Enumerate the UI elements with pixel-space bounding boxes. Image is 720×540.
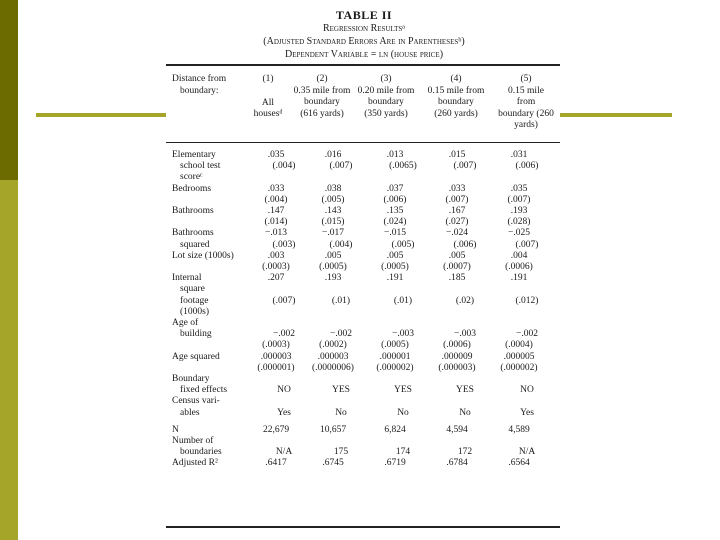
table-cell: (.005) (321, 194, 345, 205)
row-label: boundaries (180, 447, 222, 458)
table-cell: .6417 (265, 458, 287, 469)
table-cell: .147 (267, 206, 285, 217)
table-cell: .035 (510, 183, 528, 194)
table-cell: (.028) (507, 217, 531, 228)
table-cell (426, 436, 488, 447)
table-cell (258, 307, 310, 318)
table-cell: 6,824 (384, 424, 406, 435)
table-cell: (.007) (507, 194, 531, 205)
table-row (166, 150, 560, 161)
table-cell (426, 318, 488, 329)
table-cell (302, 374, 364, 385)
table-cell: YES (332, 385, 350, 396)
column-header-number: (5) (520, 74, 532, 84)
table-cell: .000001 (379, 351, 411, 362)
table-row (166, 458, 560, 469)
table-cell: (.000002) (376, 362, 414, 373)
table-cell: −.013 (265, 228, 287, 239)
table-cell: NO (520, 385, 534, 396)
table-cell: 22,679 (262, 424, 290, 435)
table-row (166, 251, 560, 262)
table-cell: (.0004) (505, 340, 533, 351)
table-cell: (.007) (445, 194, 469, 205)
row-label: square (180, 284, 205, 295)
table-cell (372, 307, 434, 318)
table-cell (426, 396, 488, 407)
row-label: Bedrooms (172, 183, 212, 194)
table-cell: −.015 (384, 228, 406, 239)
table-row (166, 228, 560, 239)
table-cell: −.003 (392, 329, 414, 340)
table-row (166, 408, 560, 419)
row-label: school test (180, 161, 221, 172)
column-header-line: (260 yards) (434, 108, 478, 119)
table-cell: .037 (386, 183, 404, 194)
table-cell (258, 284, 310, 295)
table-cell: .193 (510, 206, 528, 217)
table-cell: −.017 (322, 228, 344, 239)
header-row-label (172, 74, 226, 97)
table-cell: (.0002) (319, 340, 347, 351)
table-cell: (.007) (272, 295, 296, 306)
table-cell: .013 (386, 150, 404, 160)
table-cell: .016 (324, 150, 342, 160)
table-cell (488, 436, 550, 447)
table-cell (372, 172, 434, 183)
table-cell: .185 (448, 273, 466, 284)
column-header-2 (288, 74, 356, 120)
table-cell (310, 284, 372, 295)
row-label: Bathrooms (172, 206, 214, 217)
header-row-label-line-1: Distance from (172, 74, 227, 84)
table-cell: 174 (395, 447, 411, 458)
table-cell: (.0005) (381, 262, 409, 273)
row-label: Age squared (172, 351, 220, 362)
sidebar-light-stripe (0, 180, 18, 540)
table-cell (434, 172, 496, 183)
table-rule-bottom (166, 526, 560, 528)
row-label: Bathrooms (172, 228, 214, 239)
column-header-line: boundary (438, 97, 474, 107)
table-cell: (.0005) (319, 262, 347, 273)
table-cell (426, 374, 488, 385)
table-cell: .015 (448, 150, 466, 160)
column-header-line: housesᵈ (253, 109, 283, 119)
column-header-line: 0.35 mile from (293, 85, 351, 96)
table-cell (250, 436, 302, 447)
table-cell: (.006) (383, 194, 407, 205)
table-cell: (.005) (391, 239, 415, 250)
row-label: Lot size (1000s) (172, 250, 234, 261)
table-cell (250, 374, 302, 385)
table-cell: 4,594 (446, 424, 468, 435)
column-header-line: 0.20 mile from (357, 85, 415, 96)
table-cell: (.007) (329, 161, 353, 172)
table-cell: (.000003) (438, 362, 476, 373)
table-row (166, 284, 560, 295)
table-cell: Yes (520, 407, 534, 418)
table-cell: (.006) (515, 161, 539, 172)
column-header-4 (422, 74, 490, 120)
table-cell: −.025 (508, 228, 530, 239)
table-cell: .207 (267, 273, 285, 284)
row-label: Age of (172, 318, 199, 329)
table-cell: −.024 (446, 228, 468, 239)
table-cell: 10,657 (319, 424, 347, 435)
table-cell: .000009 (441, 351, 473, 362)
table-row (166, 352, 560, 363)
table-title-block (168, 8, 560, 61)
table-cell: (.004) (272, 161, 296, 172)
table-row (166, 329, 560, 340)
table-title: TABLE II (335, 8, 393, 22)
table-cell: (.003) (272, 239, 296, 250)
table-cell: .135 (386, 206, 404, 217)
table-rule-header (166, 142, 560, 143)
table-cell: .035 (267, 150, 285, 160)
table-cell: .6564 (508, 458, 530, 469)
table-cell: .033 (448, 183, 466, 194)
row-label: building (180, 329, 212, 340)
table-cell: (.0000006) (312, 362, 354, 373)
row-label (166, 217, 250, 228)
column-header-number: (1) (262, 74, 274, 84)
table-cell: .005 (448, 250, 466, 261)
row-label: ables (180, 407, 200, 418)
table-row (166, 374, 560, 385)
table-cell: YES (456, 385, 474, 396)
table-cell: .038 (324, 183, 342, 194)
table-subtitle-2: (Adjusted Standard Errors Are in Parenthesesᵇ) (263, 36, 465, 47)
row-label: Census vari- (172, 396, 220, 407)
column-header-line: All (261, 97, 275, 108)
table-cell (302, 436, 364, 447)
table-row (166, 172, 560, 183)
table-cell: 172 (457, 447, 473, 458)
row-label: Adjusted R² (172, 458, 218, 469)
table-cell: .031 (510, 150, 528, 160)
table-cell: (.02) (455, 295, 475, 306)
table-row (166, 296, 560, 307)
table-cell: .005 (324, 250, 342, 261)
table-cell: (.012) (515, 295, 539, 306)
table-cell: .167 (448, 206, 466, 217)
row-label: fixed effects (180, 385, 228, 396)
table-cell: .6784 (446, 458, 468, 469)
table-row (166, 363, 560, 374)
table-row (166, 161, 560, 172)
sidebar-dark-stripe (0, 0, 18, 180)
column-header-1 (242, 74, 294, 121)
table-row (166, 425, 560, 436)
table-row (166, 385, 560, 396)
table-cell (310, 172, 372, 183)
table-cell: 4,589 (508, 424, 530, 435)
table-cell (258, 172, 310, 183)
table-cell: Yes (277, 407, 291, 418)
table-cell: (.024) (383, 217, 407, 228)
table-row (166, 262, 560, 273)
table-cell: 175 (333, 447, 349, 458)
table-cell: (.015) (321, 217, 345, 228)
column-header-line: from (516, 97, 536, 107)
table-cell (250, 396, 302, 407)
table-cell (310, 307, 372, 318)
table-cell: .000003 (317, 351, 349, 362)
row-label: Boundary (172, 374, 210, 385)
row-label: N (172, 424, 179, 435)
table-cell: (.004) (264, 194, 288, 205)
table-cell: .005 (386, 250, 404, 261)
row-label: Number of (172, 436, 214, 447)
column-header-line: 0.15 mile from (427, 85, 485, 96)
row-label: footage (180, 295, 209, 306)
row-label (166, 195, 250, 206)
table-cell: N/A (518, 447, 536, 458)
table-cell: (.027) (445, 217, 469, 228)
table-cell: (.0006) (505, 262, 533, 273)
table-cell: .000005 (503, 351, 535, 362)
table-cell: −.002 (330, 329, 352, 340)
table-row (166, 195, 560, 206)
table-cell: (.004) (329, 239, 353, 250)
table-subtitle-1: Regression Resultsᵃ (322, 23, 406, 34)
table-row (166, 307, 560, 318)
table-cell: .033 (267, 183, 285, 194)
column-header-line: boundary (304, 97, 340, 107)
table-cell: (.0006) (443, 340, 471, 351)
column-header-number: (4) (450, 74, 462, 84)
table-row (166, 206, 560, 217)
table-cell: −.003 (454, 329, 476, 340)
table-cell (488, 396, 550, 407)
table-cell: (.01) (393, 295, 413, 306)
table-cell: (.007) (453, 161, 477, 172)
table-cell: (.0003) (262, 340, 290, 351)
column-header-line: (616 yards) (300, 108, 344, 119)
table-cell: (.0007) (443, 262, 471, 273)
table-cell: N/A (275, 447, 293, 458)
table-cell: No (397, 407, 409, 418)
table-cell: .191 (510, 273, 528, 284)
row-label: (1000s) (180, 306, 210, 317)
column-header-line: boundary (368, 97, 404, 107)
accent-rule-left (36, 113, 166, 117)
table-cell: −.002 (516, 329, 538, 340)
table-cell: No (459, 407, 471, 418)
table-cell (496, 172, 558, 183)
column-header-number: (3) (380, 74, 392, 84)
table-cell: (.007) (515, 239, 539, 250)
table-cell: .191 (386, 273, 404, 284)
table-cell (302, 318, 364, 329)
table-cell (496, 284, 558, 295)
table-cell: .003 (267, 250, 285, 261)
table-cell: YES (394, 385, 412, 396)
table-row (166, 396, 560, 407)
column-header-line: 0.15 mile (508, 85, 544, 96)
row-label: Internal (172, 273, 202, 284)
table-row (166, 217, 560, 228)
table-cell (364, 436, 426, 447)
table-cell (250, 318, 302, 329)
table-cell: No (335, 407, 347, 418)
table-subtitle-3: Dependent Variable = ln (house price) (284, 49, 444, 60)
table-row (166, 447, 560, 458)
table-cell: NO (277, 385, 291, 396)
row-label (166, 340, 250, 351)
row-label (166, 262, 250, 273)
table-cell: (.006) (453, 239, 477, 250)
table-cell: (.0003) (262, 262, 290, 273)
table-cell (434, 307, 496, 318)
table-cell (302, 396, 364, 407)
table-rule-top (166, 64, 560, 66)
table-cell: .193 (324, 273, 342, 284)
table-row (166, 240, 560, 251)
table-row (166, 318, 560, 329)
column-header-5 (492, 74, 560, 132)
column-header-line: boundary (260 yards) (498, 108, 554, 130)
table-cell: (.0005) (381, 340, 409, 351)
table-cell (364, 374, 426, 385)
table-cell: −.002 (273, 329, 295, 340)
table-cell (372, 284, 434, 295)
row-label: scoreᶜ (180, 172, 203, 183)
table-body (166, 150, 560, 470)
table-cell: .004 (510, 250, 528, 261)
header-row-label-line-2: boundary: (180, 85, 219, 96)
table-cell (488, 374, 550, 385)
row-label: squared (180, 239, 210, 250)
column-header-line: (350 yards) (364, 108, 408, 119)
table-cell (364, 396, 426, 407)
table-cell: .6745 (322, 458, 344, 469)
accent-rule-right (560, 113, 672, 117)
table-cell: (.0065) (389, 161, 417, 172)
table-row (166, 436, 560, 447)
table-cell (434, 284, 496, 295)
table-cell (496, 307, 558, 318)
table-cell: (.000002) (500, 362, 538, 373)
table-cell: (.000001) (257, 362, 295, 373)
table-cell: .6719 (384, 458, 406, 469)
table-cell: .143 (324, 206, 342, 217)
table-cell: (.01) (331, 295, 351, 306)
column-header-3 (352, 74, 420, 120)
table-row (166, 273, 560, 284)
row-label: Elementary (172, 150, 216, 160)
table-cell: .000003 (260, 351, 292, 362)
column-header-number: (2) (316, 74, 328, 84)
table-cell (488, 318, 550, 329)
table-row (166, 184, 560, 195)
table-cell (364, 318, 426, 329)
row-label (166, 363, 250, 374)
table-cell: (.014) (264, 217, 288, 228)
table-row (166, 340, 560, 351)
